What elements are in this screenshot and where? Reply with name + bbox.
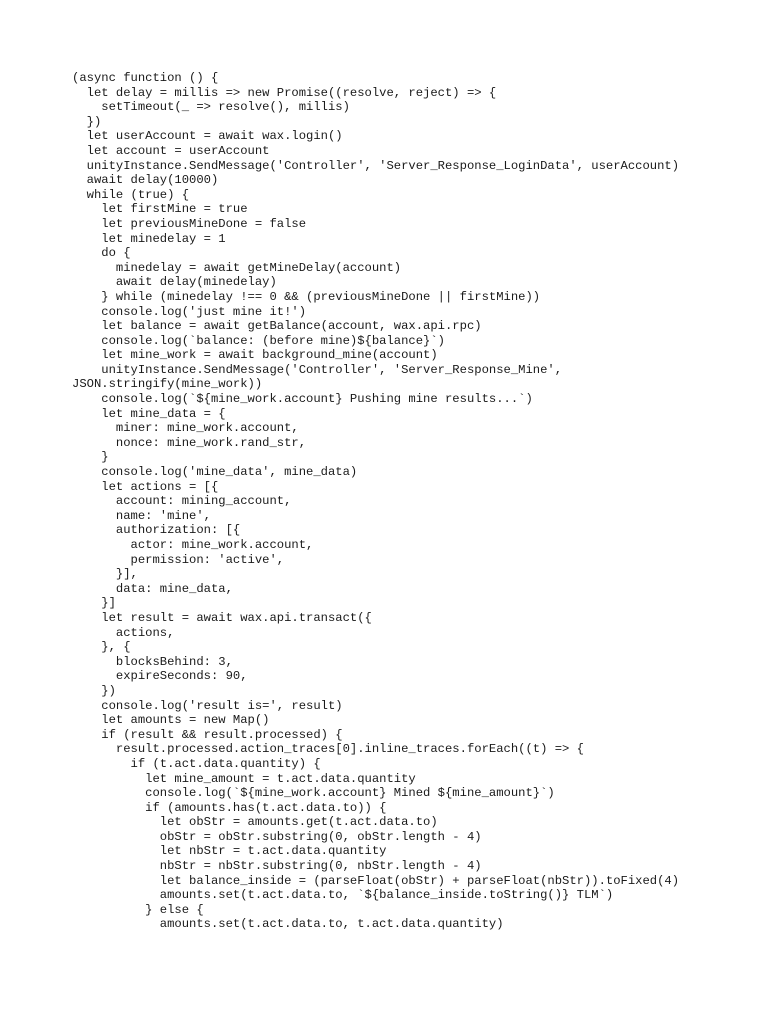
code-line: data: mine_data, <box>72 581 233 596</box>
code-line: console.log('result is=', result) <box>72 698 343 713</box>
code-line: miner: mine_work.account, <box>72 421 299 436</box>
code-line: let previousMineDone = false <box>72 216 307 231</box>
code-line: permission: 'active', <box>72 552 285 567</box>
code-line: console.log('just mine it!') <box>72 304 307 319</box>
code-line: if (t.act.data.quantity) { <box>72 756 321 771</box>
code-line: unityInstance.SendMessage('Controller', 'Server_Response_LoginData', userAccount) <box>72 158 680 173</box>
code-line: actions, <box>72 625 175 640</box>
code-line: authorization: [{ <box>72 523 241 538</box>
code-line: if (result && result.processed) { <box>72 727 343 742</box>
code-line: let obStr = amounts.get(t.act.data.to) <box>72 815 438 830</box>
code-line: } <box>72 450 109 465</box>
code-line: let actions = [{ <box>72 479 219 494</box>
code-line: while (true) { <box>72 187 190 202</box>
code-line: }], <box>72 567 138 582</box>
code-line: result.processed.action_traces[0].inline_traces.forEach((t) => { <box>72 742 584 757</box>
code-line: JSON.stringify(mine_work)) <box>72 377 263 392</box>
code-line: }] <box>72 596 116 611</box>
code-line: await delay(10000) <box>72 173 219 188</box>
code-line: let delay = millis => new Promise((resolve, reject) => { <box>72 85 497 100</box>
code-line: let minedelay = 1 <box>72 231 226 246</box>
code-line: let nbStr = t.act.data.quantity <box>72 844 387 859</box>
code-line: console.log(`${mine_work.account} Mined ${mine_amount}`) <box>72 786 555 801</box>
code-line: await delay(minedelay) <box>72 275 277 290</box>
code-line: nbStr = nbStr.substring(0, nbStr.length - 4) <box>72 859 482 874</box>
code-line: actor: mine_work.account, <box>72 538 314 552</box>
code-line: let balance = await getBalance(account, wax.api.rpc) <box>72 319 482 334</box>
code-line: nonce: mine_work.rand_str, <box>72 435 307 450</box>
code-line: unityInstance.SendMessage('Controller', 'Server_Response_Mine', <box>72 362 563 377</box>
code-line: expireSeconds: 90, <box>72 669 248 684</box>
code-line: account: mining_account, <box>72 494 292 509</box>
code-line: } while (minedelay !== 0 && (previousMineDone || firstMine)) <box>72 289 541 304</box>
code-line: let amounts = new Map() <box>72 713 270 728</box>
code-line: setTimeout(_ => resolve(), millis) <box>72 100 350 115</box>
code-line: let mine_amount = t.act.data.quantity <box>72 771 416 786</box>
code-line: console.log('mine_data', mine_data) <box>72 465 358 480</box>
code-line: let firstMine = true <box>72 202 248 217</box>
code-line: }) <box>72 114 102 129</box>
code-line: let account = userAccount <box>72 143 270 158</box>
code-line: let mine_work = await background_mine(account) <box>72 348 438 363</box>
code-block <box>72 71 679 932</box>
code-line: obStr = obStr.substring(0, obStr.length - 4) <box>72 829 482 844</box>
code-line: blocksBehind: 3, <box>72 654 233 669</box>
code-line: name: 'mine', <box>72 508 211 523</box>
code-line: amounts.set(t.act.data.to, `${balance_inside.toString()} TLM`) <box>72 888 614 903</box>
code-line: let balance_inside = (parseFloat(obStr) + parseFloat(nbStr)).toFixed(4) <box>72 873 680 888</box>
code-line: let userAccount = await wax.login() <box>72 129 343 144</box>
code-line: } else { <box>72 902 204 917</box>
code-line: amounts.set(t.act.data.to, t.act.data.quantity) <box>72 917 504 932</box>
code-line: console.log(`balance: (before mine)${balance}`) <box>72 333 445 348</box>
code-line: minedelay = await getMineDelay(account) <box>72 260 402 275</box>
code-line: }, { <box>72 640 131 655</box>
code-line: do { <box>72 246 131 261</box>
code-line: }) <box>72 683 116 698</box>
code-line: let result = await wax.api.transact({ <box>72 610 372 625</box>
code-line: if (amounts.has(t.act.data.to)) { <box>72 800 387 815</box>
code-line: (async function () { <box>72 71 219 85</box>
code-line: console.log(`${mine_work.account} Pushing mine results...`) <box>72 392 533 407</box>
code-line: let mine_data = { <box>72 406 226 421</box>
